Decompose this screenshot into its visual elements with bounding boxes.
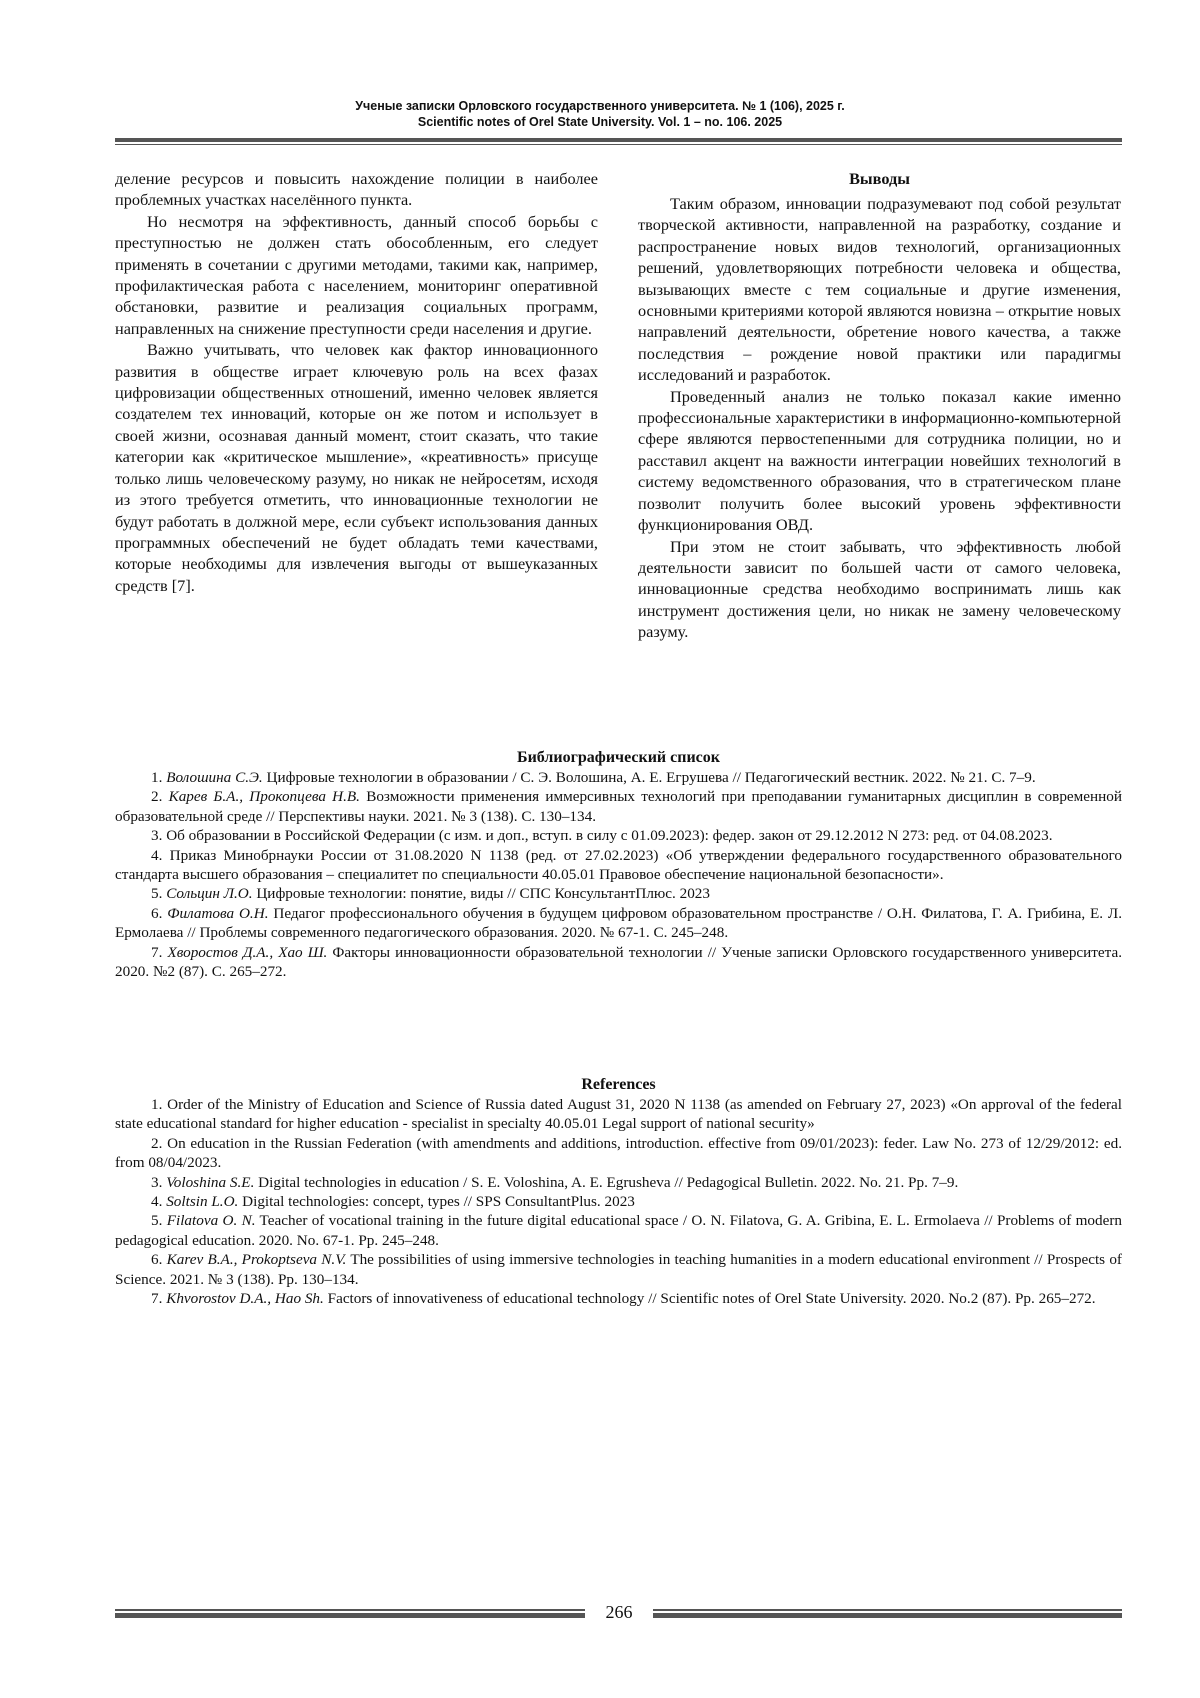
item-text: Teacher of vocational training in the future digital educational space / O. N. Filatova, G. A. Gribina, E. L. Ermolaeva // Problems of modern pedagogical education. 2020. No. 67-1. Pp. 245–248.: [115, 1212, 1123, 1249]
bibliography-item: [115, 768, 1122, 787]
item-text: The possibilities of using immersive technologies in teaching humanities in a modern educational environment // Prospects of Science. 2021. № 3 (138). Pp. 130–134.: [115, 1251, 1122, 1288]
bibliography-item: [115, 884, 1122, 903]
item-number: 4.: [151, 846, 163, 864]
header-rule: [115, 138, 1122, 145]
bibliography-item: [115, 943, 1122, 982]
references-heading: References: [581, 1076, 656, 1093]
bibliography-item: [115, 787, 1122, 826]
item-number: 6.: [151, 1251, 163, 1269]
references-item: [115, 1192, 1122, 1211]
references-section: [115, 1075, 1122, 1308]
right-paragraph-1: Таким образом, инновации подразумевают под собой результат творческой активности, направленной на разработку, создание и распространение новых видов технологий, организационных решений, удовлетворяющих потребности человека и общества, вызывающих вместе с тем социальные и другие изменения, основными критериями которой являются новизна – открытие новых направлений деятельности, обретение нового качества, а также последствия – рождение новой практики или парадигмы исследований и разработок.: [638, 194, 1121, 385]
item-text: Digital technologies in education / S. E. Voloshina, A. E. Egrusheva // Pedagogical Bulletin. 2022. No. 21. Pp. 7–9.: [254, 1173, 959, 1191]
bibliography-heading: Библиографический список: [517, 749, 720, 766]
conclusions-heading: Выводы: [849, 169, 910, 188]
right-column: [638, 168, 1121, 643]
references-list: [115, 1095, 1122, 1308]
header-journal-en: Scientific notes of Orel State University. Vol. 1 – no. 106. 2025: [417, 115, 783, 129]
item-text: Возможности применения иммерсивных технологий при преподавании гуманитарных дисциплин в современной образовательной среде // Перспективы науки. 2021. № 3 (138). С. 130–134.: [115, 788, 1122, 825]
left-column: [115, 168, 598, 596]
footer-rule-left: [115, 1609, 585, 1619]
header-journal-ru: Ученые записки Орловского государственного университета. № 1 (106), 2025 г.: [355, 99, 845, 113]
bibliography-item: [115, 826, 1122, 845]
item-author: Soltsin L.O.: [166, 1193, 239, 1211]
references-item: [115, 1289, 1122, 1308]
left-paragraph-1: деление ресурсов и повысить нахождение полиции в наиболее проблемных участках населённого пункта.: [115, 169, 598, 210]
bibliography-section: [115, 748, 1122, 981]
item-number: 5.: [151, 885, 163, 903]
item-number: 1.: [151, 769, 163, 786]
item-number: 2.: [151, 1134, 163, 1152]
item-number: 5.: [151, 1212, 163, 1230]
item-text: Цифровые технологии в образовании / С. Э. Волошина, А. Е. Егрушева // Педагогический вестник. 2022. № 21. С. 7–9.: [262, 769, 1036, 786]
item-text: Цифровые технологии: понятие, виды // СПС КонсультантПлюс. 2023: [252, 885, 710, 903]
item-author: Карев Б.А., Прокопцева Н.В.: [168, 788, 360, 806]
item-number: 7.: [151, 1290, 163, 1308]
bibliography-item: [115, 846, 1122, 885]
item-text: Об образовании в Российской Федерации (с изм. и доп., вступ. в силу с 01.09.2023): федер. закон от 29.12.2012 N 273: ред. от 04.08.2023.: [166, 827, 1053, 845]
item-text: Factors of innovativeness of educational technology // Scientific notes of Orel State University. 2020. No.2 (87). Pp. 265–272.: [323, 1290, 1096, 1308]
item-number: 1.: [151, 1096, 163, 1113]
footer-rule-right: [653, 1609, 1122, 1619]
item-number: 6.: [151, 904, 163, 922]
references-item: [115, 1095, 1122, 1134]
item-author: Филатова О.Н.: [167, 904, 269, 922]
left-paragraph-2: Но несмотря на эффективность, данный способ борьбы с преступностью не должен стать обособленным, его следует применять в сочетании с другими методами, такими как, например, профилактическая работа с населением, мониторинг оперативной обстановки, развитие и реализация социальных программ, направленных на снижение преступности среди населения и другие.: [115, 211, 598, 338]
item-text: Факторы инновационности образовательной технологии // Ученые записки Орловского государственного университета. 2020. №2 (87). С. 265–272.: [115, 943, 1123, 981]
left-paragraph-3: Важно учитывать, что человек как фактор инновационного развития в обществе играет ключевую роль на всех фазах цифровизации общественных отношений, именно человек является создателем тех инноваций, которые он же потом и использует в своей жизни, осознавая данный момент, стоит сказать, что такие категории как «критическое мышление», «креативность» присуще только лишь человеческому разуму, но никак не нейросетям, исходя из этого требуется отметить, что инновационные технологии не будут работать в должной мере, если субъект использования данных программных обеспечений не будет обладать теми качествами, которые необходимы для извлечения выгоды от вышеуказанных средств [7].: [115, 340, 598, 595]
item-number: 3.: [151, 1173, 163, 1191]
running-header: [0, 98, 1200, 130]
item-author: Волошина С.Э.: [166, 769, 263, 786]
item-number: 4.: [151, 1193, 163, 1211]
page-number: 266: [605, 1602, 633, 1622]
bibliography-list: [115, 768, 1122, 981]
item-text: Order of the Ministry of Education and Science of Russia dated August 31, 2020 N 1138 (as amended on February 27, 2023) «On approval of the federal state educational standard for higher education - specialist in specialty 40.05.01 Legal support of national security»: [115, 1096, 1122, 1133]
item-author: Filatova O. N.: [166, 1212, 256, 1230]
item-number: 7.: [151, 943, 163, 961]
references-item: [115, 1250, 1122, 1289]
item-text: Педагог профессионального обучения в будущем цифровом образовательном пространстве / О.Н. Филатова, Г. А. Грибина, Е. Л. Ермолаева // Проблемы современного педагогического образования. 2020. № 67-1. С. 245–248.: [115, 904, 1123, 942]
references-item: [115, 1211, 1122, 1250]
item-author: Сольцин Л.О.: [166, 885, 253, 903]
item-number: 2.: [151, 788, 163, 806]
references-item: [115, 1173, 1122, 1192]
item-text: Digital technologies: concept, types // SPS ConsultantPlus. 2023: [238, 1193, 635, 1211]
item-author: Khvorostov D.A., Hao Sh.: [166, 1290, 324, 1308]
right-paragraph-2: Проведенный анализ не только показал какие именно профессиональные характеристики в информационно-компьютерной сфере являются первостепенными для сотрудника полиции, но и расставил акцент на важности интеграции новейших технологий в систему ведомственного образования, что в стратегическом плане позволит получить более высокий уровень эффективности функционирования ОВД.: [638, 386, 1121, 535]
item-text: On education in the Russian Federation (with amendments and additions, introduction. effective from 09/01/2023): feder. Law No. 273 of 12/29/2012: ed. from 08/04/2023.: [115, 1134, 1122, 1172]
references-item: [115, 1134, 1122, 1173]
right-paragraph-3: При этом не стоит забывать, что эффективность любой деятельности зависит по большей части от самого человека, инновационные средства необходимо воспринимать лишь как инструмент достижения цели, но никак не замену человеческому разуму.: [638, 536, 1121, 642]
item-text: Приказ Минобрнауки России от 31.08.2020 N 1138 (ред. от 27.02.2023) «Об утверждении федерального государственного образовательного стандарта высшего образования – специалитет по специальности 40.05.01 Правовое обеспечение национальной безопасности».: [115, 846, 1122, 884]
item-number: 3.: [151, 827, 163, 845]
bibliography-item: [115, 904, 1122, 943]
item-author: Voloshina S.E.: [166, 1173, 255, 1191]
item-author: Хворостов Д.А., Хао Ш.: [167, 943, 328, 961]
page-footer: [115, 1604, 1122, 1624]
item-author: Karev B.A., Prokoptseva N.V.: [166, 1251, 347, 1269]
